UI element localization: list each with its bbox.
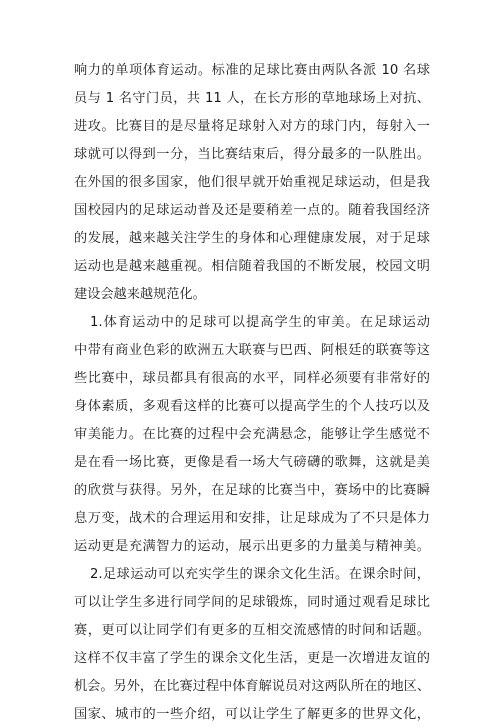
paragraph-heading-line: 2.足球运动可以充实学生的课余文化生活。在课余时间， xyxy=(90,567,430,582)
paragraph-heading-line: 1.体育运动中的足球可以提高学生的审美。在足球运动 xyxy=(90,315,430,330)
text-line: 些比赛中，球员都具有很高的水平，同样必须要有非常好的 xyxy=(74,371,430,386)
text-line: 运动也是越来越重视。相信随着我国的不断发展，校园文明 xyxy=(74,259,430,274)
text-line: 进攻。比赛目的是尽量将足球射入对方的球门内，每射入一 xyxy=(74,119,430,134)
text-line: 响力的单项体育运动。标准的足球比赛由两队各派 10 名球 xyxy=(74,63,430,78)
text-line: 建设会越来越规范化。 xyxy=(74,287,206,302)
text-line: 机会。另外，在比赛过程中体育解说员对这两队所在的地区、 xyxy=(74,679,431,694)
text-line: 是在看一场比赛，更像是看一场大气磅礴的歌舞，这就是美 xyxy=(74,455,430,470)
text-line: 息万变，战术的合理运用和安排，让足球成为了不只是体力 xyxy=(74,511,430,526)
text-line: 的欣赏与获得。另外，在足球的比赛当中，赛场中的比赛瞬 xyxy=(74,483,430,498)
text-line: 运动更是充满智力的运动，展示出更多的力量美与精神美。 xyxy=(74,539,430,554)
text-line: 球就可以得到一分，当比赛结束后，得分最多的一队胜出。 xyxy=(74,147,430,162)
text-line: 国校园内的足球运动普及还是要稍差一点的。随着我国经济 xyxy=(74,203,430,218)
text-line: 中带有商业色彩的欧洲五大联赛与巴西、阿根廷的联赛等这 xyxy=(74,343,430,358)
text-line: 赛，更可以让同学们有更多的互相交流感情的时间和话题。 xyxy=(74,623,430,638)
text-line: 国家、城市的一些介绍，可以让学生了解更多的世界文化， xyxy=(74,707,430,722)
text-line: 这样不仅丰富了学生的课余文化生活，更是一次增进友谊的 xyxy=(74,651,430,666)
text-line: 可以让学生多进行同学间的足球锻炼，同时通过观看足球比 xyxy=(74,595,430,610)
text-line: 的发展，越来越关注学生的身体和心理健康发展，对于足球 xyxy=(74,231,430,246)
text-line: 审美能力。在比赛的过程中会充满悬念，能够让学生感觉不 xyxy=(74,427,430,442)
text-line: 身体素质，多观看这样的比赛可以提高学生的个人技巧以及 xyxy=(74,399,430,414)
text-line: 在外国的很多国家，他们很早就开始重视足球运动，但是我 xyxy=(74,175,430,190)
text-line: 员与 1 名守门员，共 11 人，在长方形的草地球场上对抗、 xyxy=(74,91,430,106)
